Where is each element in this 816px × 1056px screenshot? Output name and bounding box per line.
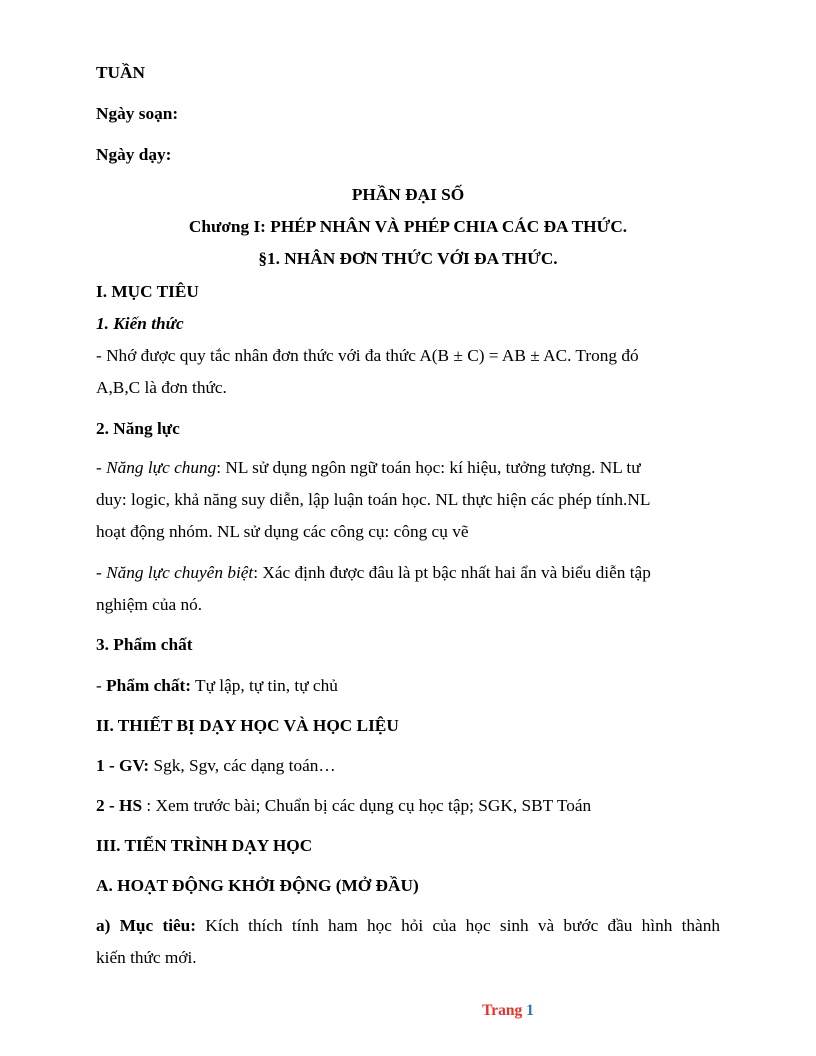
footer-page-number: 1 [526, 1002, 534, 1019]
quality-text: Tự lập, tự tin, tự chủ [191, 676, 338, 695]
teacher-text: Sgk, Sgv, các dạng toán… [149, 756, 336, 775]
goal-label: a) Mục tiêu: [96, 916, 197, 935]
part-title: PHẦN ĐẠI SỐ [351, 185, 465, 204]
page-footer [0, 1002, 816, 1020]
general-competence-label: Năng lực chung [106, 458, 217, 477]
specific-competence-text: : Xác định được đâu là pt bậc nhất hai ẩn và biểu diễn tập [253, 563, 651, 582]
objectives-heading: I. MỤC TIÊU [96, 282, 199, 301]
knowledge-heading: 1. Kiến thức [96, 314, 184, 333]
general-competence-line-2: duy: logic, khả năng suy diễn, lập luận toán học. NL thực hiện các phép tính.NL [96, 490, 651, 509]
goal-line-1 [96, 915, 720, 937]
prep-date-label: Ngày soạn: [96, 104, 179, 123]
student-label: 2 - HS [96, 796, 143, 815]
quality-heading: 3. Phẩm chất [96, 635, 193, 654]
equipment-heading: II. THIẾT BỊ DẠY HỌC VÀ HỌC LIỆU [96, 716, 399, 735]
activity-heading: A. HOẠT ĐỘNG KHỞI ĐỘNG (MỞ ĐẦU) [96, 876, 419, 895]
quality-label: Phẩm chất: [106, 676, 192, 695]
week-label: TUẦN [96, 63, 145, 82]
teach-date-label: Ngày dạy: [96, 145, 172, 164]
knowledge-line-1: - Nhớ được quy tắc nhân đơn thức với đa thức A(B ± C) = AB ± AC. Trong đó [96, 346, 639, 365]
general-competence-text: : NL sử dụng ngôn ngữ toán học: kí hiệu, tưởng tượng. NL tư [216, 458, 641, 477]
specific-competence-line-1: - Năng lực chuyên biệt: Xác định được đâu là pt bậc nhất hai ẩn và biểu diễn tập [96, 563, 651, 582]
specific-competence-line-2: nghiệm của nó. [96, 595, 203, 614]
student-text: : Xem trước bài; Chuẩn bị các dụng cụ học tập; SGK, SBT Toán [142, 796, 592, 815]
goal-text: Kích thích tính ham học hỏi của học sinh và bước đầu hình thành [196, 916, 720, 935]
teacher-line [96, 755, 336, 777]
chapter-title: Chương I: PHÉP NHÂN VÀ PHÉP CHIA CÁC ĐA THỨC. [188, 217, 628, 236]
competence-heading: 2. Năng lực [96, 419, 180, 438]
teacher-label: 1 - GV: [96, 756, 150, 775]
general-competence-line-3: hoạt động nhóm. NL sử dụng các công cụ: công cụ vẽ [96, 522, 469, 541]
quality-line: - Phẩm chất: Tự lập, tự tin, tự chủ [96, 676, 338, 695]
goal-line-2: kiến thức mới. [96, 948, 197, 967]
lesson-title: §1. NHÂN ĐƠN THỨC VỚI ĐA THỨC. [258, 249, 558, 268]
specific-competence-label: Năng lực chuyên biệt [106, 563, 254, 582]
footer-page-word: Trang [482, 1002, 523, 1019]
general-competence-line-1: - Năng lực chung: NL sử dụng ngôn ngữ toán học: kí hiệu, tưởng tượng. NL tư [96, 458, 641, 477]
student-line [96, 795, 591, 817]
knowledge-line-2: A,B,C là đơn thức. [96, 378, 227, 397]
process-heading: III. TIẾN TRÌNH DẠY HỌC [96, 836, 313, 855]
